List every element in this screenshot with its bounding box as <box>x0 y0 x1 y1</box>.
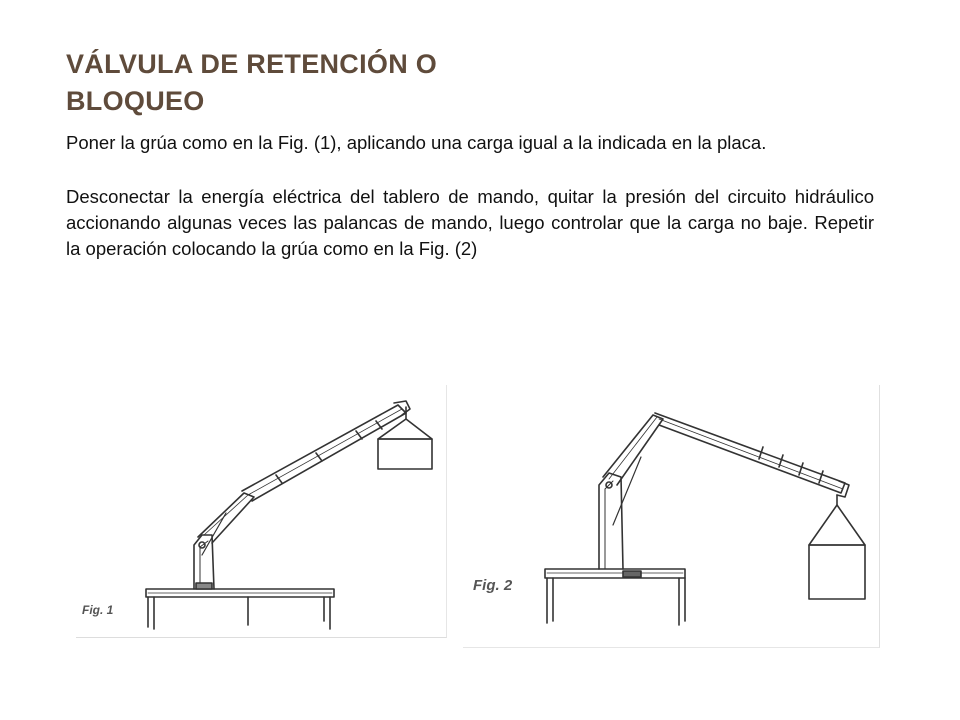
load-box <box>378 439 432 469</box>
crane-base-beam <box>545 569 685 578</box>
figure-1 <box>76 385 447 638</box>
slide-title <box>66 46 766 120</box>
crane-diagram-1 <box>76 385 446 637</box>
body-text <box>66 130 874 290</box>
load-sling <box>378 419 432 439</box>
load-box <box>809 545 865 599</box>
slide-title-line-1: VÁLVULA DE RETENCIÓN O <box>66 49 438 79</box>
crane-diagram-2 <box>463 385 879 647</box>
paragraph-1: Poner la grúa como en la Fig. (1), aplicando una carga igual a la indicada en la placa. <box>66 132 767 153</box>
slide-title-line-2: BLOQUEO <box>66 86 205 116</box>
figure-2 <box>463 385 880 648</box>
paragraph-2: Desconectar la energía eléctrica del tablero de mando, quitar la presión del circuito hidráulico accionando algunas veces las palancas de mando, luego controlar que la carga no baje. Repetir la operación colocando la grúa como en la Fig. (2) <box>66 186 874 259</box>
outer-boom <box>655 413 845 493</box>
load-sling <box>809 505 865 545</box>
figure-2-label: Fig. 2 <box>473 577 513 594</box>
figure-1-label: Fig. 1 <box>82 603 114 617</box>
